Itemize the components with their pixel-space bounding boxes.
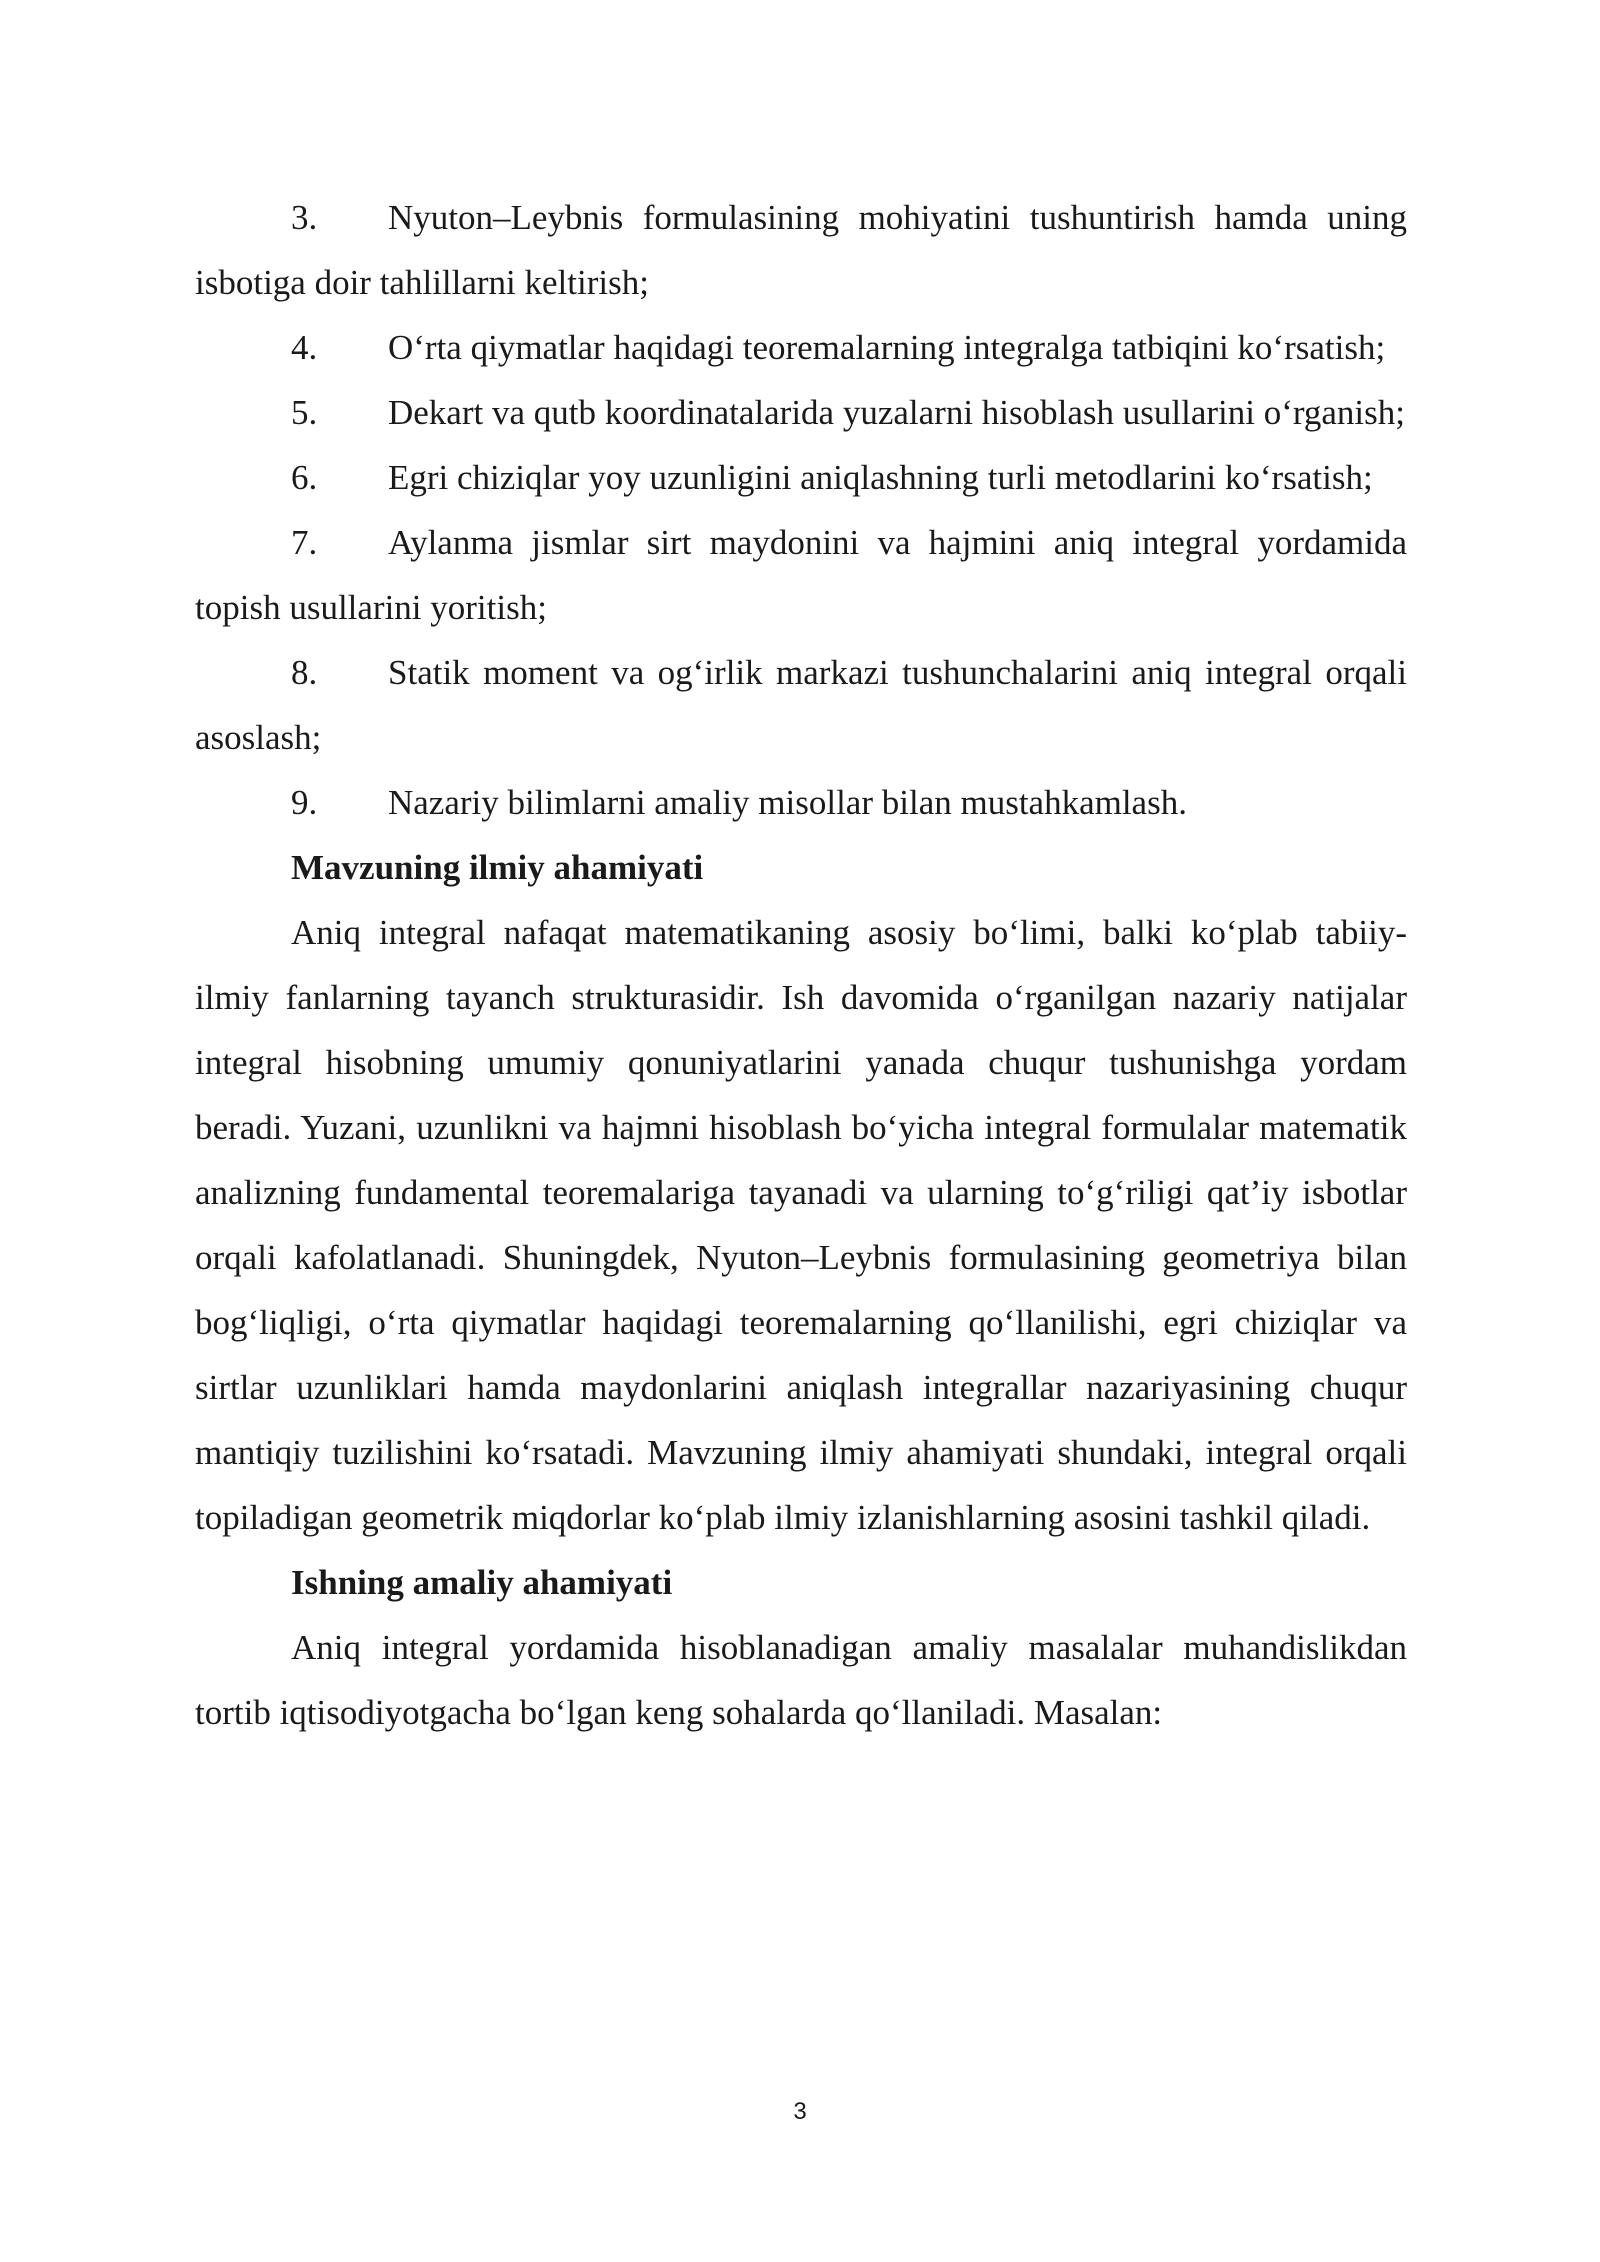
numbered-list — [195, 185, 1407, 835]
section-paragraph-practical-significance: Aniq integral yordamida hisoblanadigan amaliy masalalar muhandislikdan tortib iqtisodiyotgacha bo‘lgan keng sohalarda qo‘llaniladi. Masalan: — [195, 1628, 1407, 1732]
list-item — [195, 770, 1407, 835]
list-item-line — [291, 393, 1405, 432]
list-item-number: 5. — [291, 393, 318, 432]
list-item-number: 8. — [291, 653, 318, 692]
list-item-line — [195, 653, 1407, 757]
list-item — [195, 510, 1407, 640]
list-item-text: Statik moment va og‘irlik markazi tushunchalarini aniq integral orqali asoslash; — [195, 653, 1407, 757]
page-content — [195, 185, 1407, 1745]
list-item-line — [291, 783, 1187, 822]
list-item-text: O‘rta qiymatlar haqidagi teoremalarning integralga tatbiqini ko‘rsatish; — [388, 328, 1386, 367]
list-item-number: 9. — [291, 783, 318, 822]
list-item-text: Nazariy bilimlarni amaliy misollar bilan mustahkamlash. — [388, 783, 1187, 822]
list-item-line — [291, 328, 1385, 367]
list-item — [195, 445, 1407, 510]
list-item-line — [291, 458, 1373, 497]
page-number: 3 — [793, 2098, 807, 2125]
list-item-text: Dekart va qutb koordinatalarida yuzalarni hisoblash usullarini o‘rganish; — [388, 393, 1405, 432]
section-heading-practical-significance: Ishning amaliy ahamiyati — [291, 1563, 673, 1602]
list-item — [195, 380, 1407, 445]
list-item-text: Nyuton–Leybnis formulasining mohiyatini tushuntirish hamda uning isbotiga doir tahlillarni keltirish; — [195, 198, 1407, 302]
list-item-number: 4. — [291, 328, 318, 367]
list-item-line — [195, 198, 1407, 302]
list-item-number: 6. — [291, 458, 318, 497]
list-item-number: 3. — [291, 198, 318, 237]
list-item-line — [195, 523, 1407, 627]
list-item-text: Aylanma jismlar sirt maydonini va hajmini aniq integral yordamida topish usullarini yoritish; — [195, 523, 1407, 627]
list-item-number: 7. — [291, 523, 318, 562]
list-item — [195, 185, 1407, 315]
list-item — [195, 640, 1407, 770]
section-paragraph-scientific-significance: Aniq integral nafaqat matematikaning asosiy bo‘limi, balki ko‘plab tabiiy-ilmiy fanlarning tayanch strukturasidir. Ish davomida o‘rganilgan nazariy natijalar integral hisobning umumiy qonuniyatlarini yanada chuqur tushunishga yordam beradi. Yuzani, uzunlikni va hajmni hisoblash bo‘yicha integral formulalar matematik analizning fundamental teoremalariga tayanadi va ularning to‘g‘riligi qat’iy isbotlar orqali kafolatlanadi. Shuningdek, Nyuton–Leybnis formulasining geometriya bilan bog‘liqligi, o‘rta qiymatlar haqidagi teoremalarning qo‘llanilishi, egri chiziqlar va sirtlar uzunliklari hamda maydonlarini aniqlash integrallar nazariyasining chuqur mantiqiy tuzilishini ko‘rsatadi. Mavzuning ilmiy ahamiyati shundaki, integral orqali topiladigan geometrik miqdorlar ko‘plab ilmiy izlanishlarning asosini tashkil qiladi. — [195, 913, 1407, 1537]
list-item-text: Egri chiziqlar yoy uzunligini aniqlashning turli metodlarini ko‘rsatish; — [388, 458, 1373, 497]
section-heading-scientific-significance: Mavzuning ilmiy ahamiyati — [291, 848, 704, 887]
list-item — [195, 315, 1407, 380]
